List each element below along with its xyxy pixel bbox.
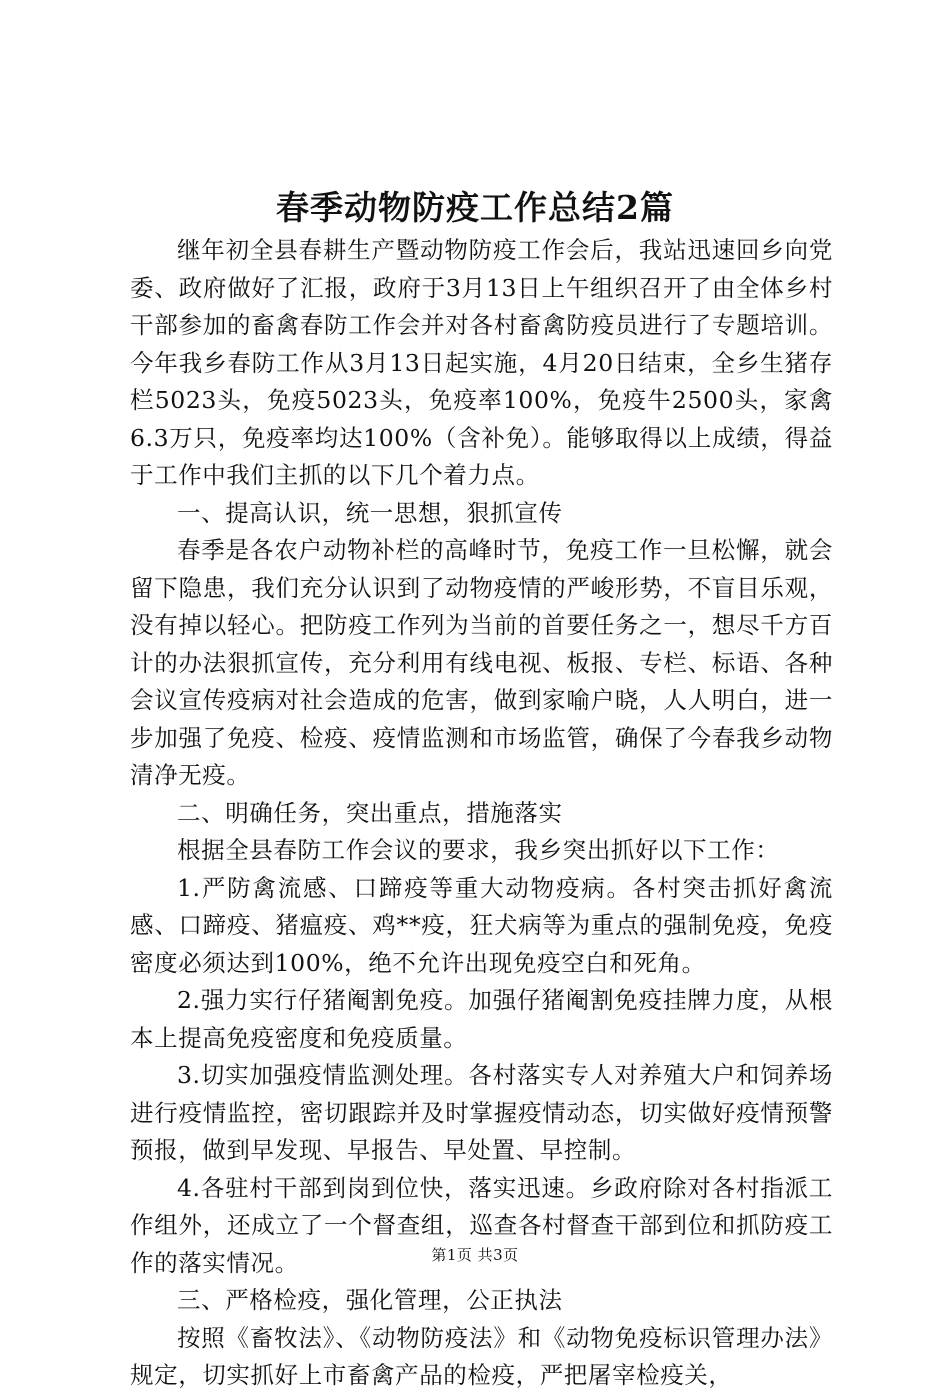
page-footer: 第1页 共3页: [431, 1246, 519, 1264]
paragraph-section-3: 按照《畜牧法》、《动物防疫法》和《动物免疫标识管理办法》规定，切实抓好上市畜禽产品的检疫，严把屠宰检疫关，: [130, 1323, 833, 1389]
section-heading-2: 二、明确任务，突出重点，措施落实: [177, 798, 563, 827]
section-heading-3: 三、严格检疫，强化管理，公正执法: [177, 1286, 563, 1314]
document-title: 春季动物防疫工作总结2篇: [276, 188, 674, 227]
list-item-1: 1.严防禽流感、口蹄疫等重大动物疫病。各村突击抓好禽流感、口蹄疫、猪瘟疫、鸡**疫，狂犬病等为重点的强制免疫，免疫密度必须达到100%，绝不允许出现免疫空白和死角。: [130, 873, 833, 977]
list-item-4: 4.各驻村干部到岗到位快，落实迅速。乡政府除对各村指派工作组外，还成立了一个督查组，巡查各村督查干部到位和抓防疫工作的落实情况。: [130, 1173, 833, 1277]
section-heading-1: 一、提高认识，统一思想，狠抓宣传: [177, 498, 563, 527]
paragraph-section-1: 春季是各农户动物补栏的高峰时节，免疫工作一旦松懈，就会留下隐患，我们充分认识到了动物疫情的严峻形势，不盲目乐观，没有掉以轻心。把防疫工作列为当前的首要任务之一，想尽千方百计的办法狠抓宣传，充分利用有线电视、板报、专栏、标语、各种会议宣传疫病对社会造成的危害，做到家喻户晓，人人明白，进一步加强了免疫、检疫、疫情监测和市场监管，确保了今春我乡动物清净无疫。: [130, 536, 833, 789]
paragraph-section-2-intro: 根据全县春防工作会议的要求，我乡突出抓好以下工作：: [177, 836, 780, 864]
list-item-2: 2.强力实行仔猪阉割免疫。加强仔猪阉割免疫挂牌力度，从根本上提高免疫密度和免疫质量。: [130, 986, 833, 1052]
list-item-3: 3.切实加强疫情监测处理。各村落实专人对养殖大户和饲养场进行疫情监控，密切跟踪并及时掌握疫情动态，切实做好疫情预警预报，做到早发现、早报告、早处置、早控制。: [130, 1061, 833, 1164]
paragraph-intro: 继年初全县春耕生产暨动物防疫工作会后，我站迅速回乡向党委、政府做好了汇报，政府于3月13日上午组织召开了由全体乡村干部参加的畜禽春防工作会并对各村畜禽防疫员进行了专题培训。今年我乡春防工作从3月13日起实施，4月20日结束，全乡生猪存栏5023头，免疫5023头，免疫率100%，免疫牛2500头，家禽6.3万只，免疫率均达100%（含补免）。能够取得以上成绩，得益于工作中我们主抓的以下几个着力点。: [130, 236, 833, 489]
document-body: [130, 232, 833, 1395]
